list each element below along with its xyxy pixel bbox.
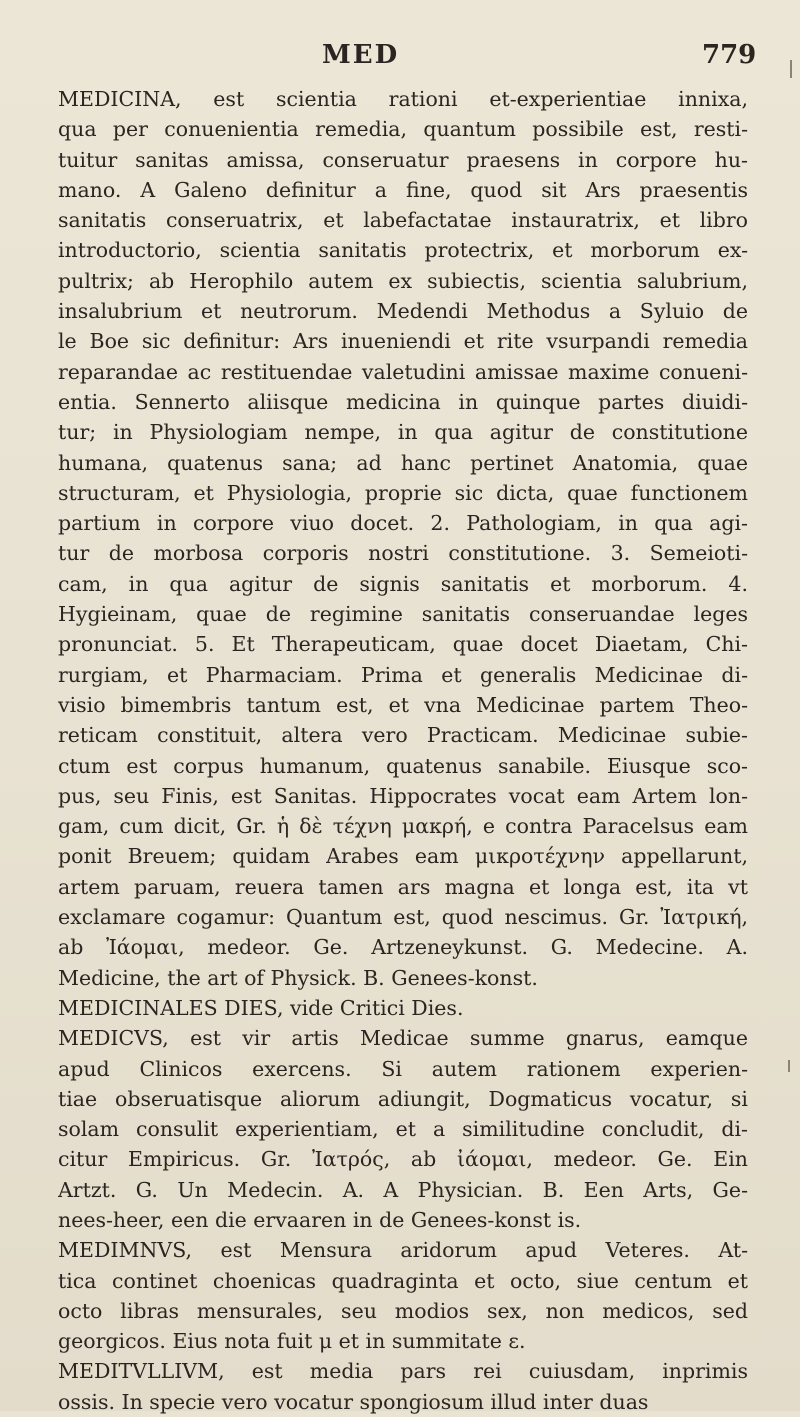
text-line: le Boe sic definitur: Ars inueniendi et rite vsurpandi remedia [58,329,748,354]
text-line: ctum est corpus humanum, quatenus sanabile. Eiusque sco- [58,753,748,778]
text-line: tur; in Physiologiam nempe, in qua agitur de constitutione [58,420,748,445]
page-edge-mark [788,1060,790,1072]
text-line: MEDICINA, est scientia rationi et-experientiae innixa, [58,87,748,111]
text-line: reticam constituit, altera vero Practicam. Medicinae subie- [58,723,748,748]
text-line: apud Clinicos exercens. Si autem rationem experien- [58,1056,748,1081]
text-line: octo libras mensurales, seu modios sex, non medicos, sed [58,1298,748,1323]
text-line: citur Empiricus. Gr. Ἰατρός, ab ἰάομαι, medeor. Ge. Ein [58,1147,748,1172]
text-line: georgicos. Eius nota fuit μ et in summitate ε. [58,1329,526,1354]
text-line: gam, cum dicit, Gr. ἡ δὲ τέχνη μακρή, e contra Paracelsus eam [58,814,748,839]
running-head: MED [322,40,400,70]
text-line: sanitatis conseruatrix, et labefactatae instauratrix, et libro [58,208,748,233]
text-line: MEDIMNVS, est Mensura aridorum apud Veteres. At- [58,1238,748,1263]
text-line: MEDICINALES DIES, vide Critici Dies. [58,995,464,1020]
text-line: reparandae ac restituendae valetudini amissae maxime conueni- [58,359,748,384]
text-line: tuitur sanitas amissa, conseruatur praesens in corpore hu- [58,147,748,172]
page-header [0,40,800,80]
text-line: visio bimembris tantum est, et vna Medicinae partem Theo- [58,692,748,717]
text-line: pultrix; ab Herophilo autem ex subiectis, scientia salubrium, [58,268,748,293]
text-line: solam consulit experientiam, et a similitudine concludit, di- [58,1117,748,1142]
text-line: MEDICVS, est vir artis Medicae summe gnarus, eamque [58,1026,748,1051]
text-line: humana, quatenus sana; ad hanc pertinet Anatomia, quae [58,450,748,475]
text-line: introductorio, scientia sanitatis protectrix, et morborum ex- [58,238,748,263]
text-line: insalubrium et neutrorum. Medendi Methodus a Syluio de [58,299,748,324]
text-line: pronunciat. 5. Et Therapeuticam, quae docet Diaetam, Chi- [58,632,748,657]
body-text [58,84,748,1417]
text-line: ossis. In specie vero vocatur spongiosum illud inter duas [58,1389,649,1414]
page-edge-mark [790,60,792,78]
text-line: structuram, et Physiologia, proprie sic dicta, quae functionem [58,480,748,505]
text-line: artem paruam, reuera tamen ars magna et longa est, ita vt [58,874,748,899]
text-line: nees-heer, een die ervaaren in de Genees-konst is. [58,1207,582,1232]
text-line: qua per conuenientia remedia, quantum possibile est, resti- [58,117,748,142]
text-line: cam, in qua agitur de signis sanitatis et morborum. 4. [58,571,748,596]
text-line: pus, seu Finis, est Sanitas. Hippocrates vocat eam Artem lon- [58,783,748,808]
page-number: 779 [702,40,757,70]
text-line: rurgiam, et Pharmaciam. Prima et generalis Medicinae di- [58,662,748,687]
text-line: Artzt. G. Un Medecin. A. A Physician. B. Een Arts, Ge- [58,1177,748,1202]
text-line: mano. A Galeno definitur a fine, quod sit Ars praesentis [58,177,748,202]
text-line: MEDITVLLIVM, est media pars rei cuiusdam, inprimis [58,1359,748,1384]
text-line: ab Ἰάομαι, medeor. Ge. Artzeneykunst. G. Medecine. A. [58,935,748,960]
text-line: tica continet choenicas quadraginta et octo, siue centum et [58,1268,748,1293]
text-line: exclamare cogamur: Quantum est, quod nescimus. Gr. Ἰατρική, [58,905,748,930]
text-line: tiae obseruatisque aliorum adiungit, Dogmaticus vocatur, si [58,1086,748,1111]
text-line: ponit Breuem; quidam Arabes eam μικροτέχνην appellarunt, [58,844,748,869]
text-line: Hygieinam, quae de regimine sanitatis conseruandae leges [58,602,748,627]
text-line: partium in corpore viuo docet. 2. Pathologiam, in qua agi- [58,511,748,536]
text-line: entia. Sennerto aliisque medicina in quinque partes diuidi- [58,389,748,414]
text-line: Medicine, the art of Physick. B. Genees-konst. [58,965,538,990]
text-line: tur de morbosa corporis nostri constitutione. 3. Semeioti- [58,541,748,566]
